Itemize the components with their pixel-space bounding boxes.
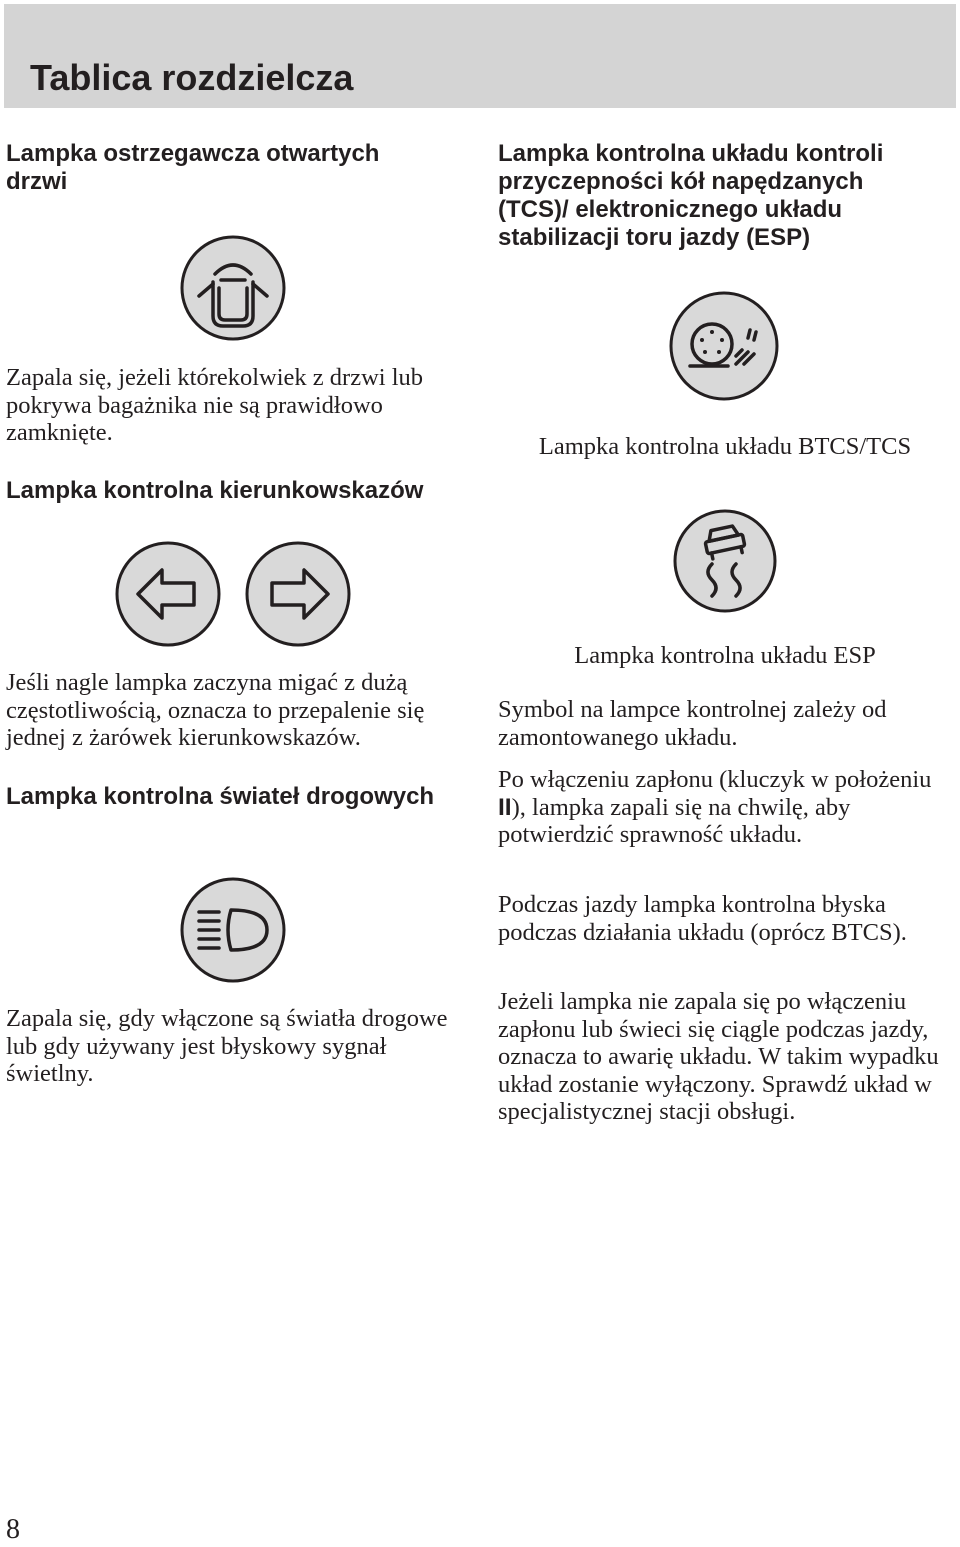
door-warning-text: Zapala się, jeżeli którekolwiek z drzwi lub pokrywa bagażnika nie są prawidłowo zamknięte. xyxy=(6,364,424,446)
ignition-key-position: II xyxy=(498,793,512,821)
traction-heading: Lampka kontrolna układu kontroli przyczepności kół napędzanych (TCS)/ elektronicznego układu stabilizacji toru jazdy (ESP) xyxy=(498,140,884,251)
page-title: Tablica rozdzielcza xyxy=(30,57,354,98)
indicators-heading: Lampka kontrolna kierunkowskazów xyxy=(6,477,424,504)
door-warning-heading: Lampka ostrzegawcza otwartych drzwi xyxy=(6,140,380,195)
btcs-caption: Lampka kontrolna układu BTCS/TCS xyxy=(538,433,912,460)
driving-paragraph: Podczas jazdy lampka kontrolna błyska podczas działania układu (oprócz BTCS). xyxy=(498,891,907,946)
indicators-text: Jeśli nagle lampka zaczyna migać z dużą częstotliwością, oznacza to przepalenie się jednej z żarówek kierunkowskazów. xyxy=(6,669,425,751)
page-number: 8 xyxy=(6,1514,20,1545)
page-header xyxy=(4,4,956,108)
ignition-paragraph xyxy=(498,766,950,849)
symbol-paragraph: Symbol na lampce kontrolnej zależy od zamontowanego układu. xyxy=(498,696,887,751)
left-arrow-indicator-icon xyxy=(114,540,222,648)
fault-paragraph: Jeżeli lampka nie zapala się po włączeniu zapłonu lub świeci się ciągle podczas jazdy, oznacza to awarię układu. W takim wypadku układ zostanie wyłączony. Sprawdź układ w specjalistycznej stacji obsługi. xyxy=(498,988,939,1125)
ignition-text-before: Po włączeniu zapłonu (kluczyk w położeniu xyxy=(498,766,932,793)
skidding-car-icon xyxy=(672,508,778,614)
open-door-warning-icon xyxy=(179,234,287,342)
high-beam-heading: Lampka kontrolna świateł drogowych xyxy=(6,783,435,810)
high-beam-icon xyxy=(179,876,287,984)
right-arrow-indicator-icon xyxy=(244,540,352,648)
ignition-text-after: ), lampka zapali się na chwilę, aby potwierdzić sprawność układu. xyxy=(498,793,851,848)
traction-wheel-icon xyxy=(668,290,780,402)
high-beam-text: Zapala się, gdy włączone są światła drogowe lub gdy używany jest błyskowy sygnał świetlny. xyxy=(6,1005,448,1087)
esp-caption: Lampka kontrolna układu ESP xyxy=(574,642,876,669)
